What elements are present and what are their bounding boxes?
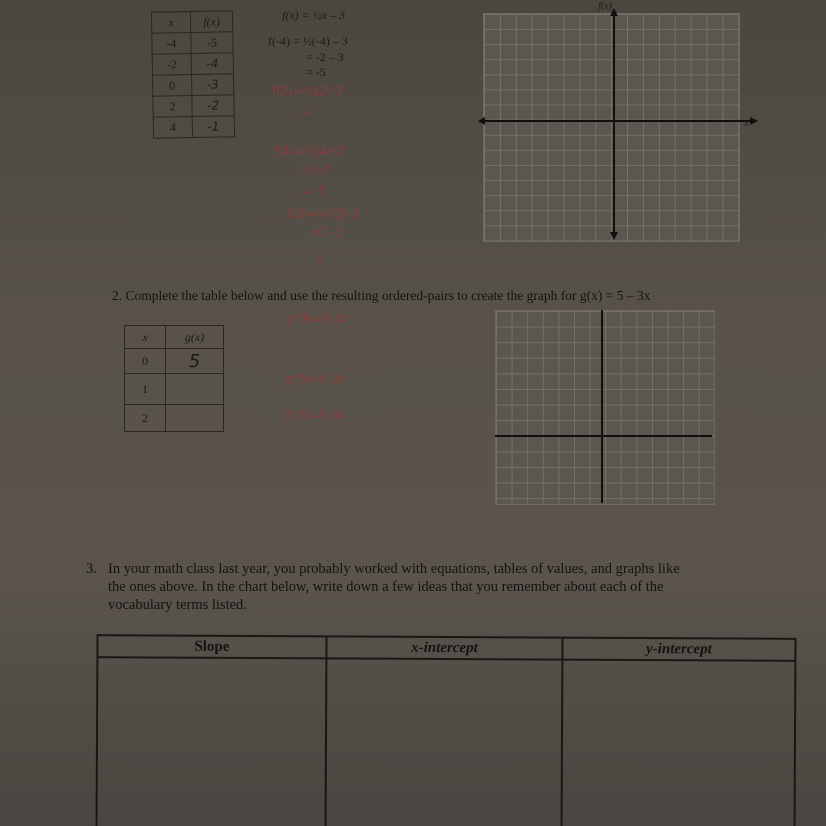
vocab-cell-x-intercept[interactable] xyxy=(325,658,562,826)
table-cell-gx[interactable] xyxy=(166,405,224,432)
p1-x-axis-label: x xyxy=(744,118,749,129)
p1-hand-work: f(4)=½(4)-3 xyxy=(272,144,344,158)
p1-eval-step: f(-4) = ½(-4) – 3 xyxy=(268,34,348,48)
table-row xyxy=(153,74,234,96)
p1-hand-work: = -1 xyxy=(300,184,326,198)
table-header-gx: g(x) xyxy=(166,326,224,349)
table-cell-fx[interactable]: -4 xyxy=(191,53,233,75)
table-cell-gx[interactable] xyxy=(166,374,224,405)
p1-eval-step: = -2 – 3 xyxy=(306,50,344,64)
table-row xyxy=(125,374,224,405)
table-cell-x: -4 xyxy=(152,33,191,55)
table-cell-x: 0 xyxy=(125,349,166,374)
table-cell-x: 1 xyxy=(125,374,166,405)
table-cell-fx[interactable]: -5 xyxy=(191,32,233,54)
p3-line: vocabulary terms listed. xyxy=(108,597,247,613)
table-cell-fx[interactable]: -3 xyxy=(192,74,234,96)
vocab-header-slope: Slope xyxy=(97,635,326,658)
vocab-cell-y-intercept[interactable] xyxy=(561,660,795,826)
p2-value-table xyxy=(124,325,224,432)
table-cell-x: 2 xyxy=(125,405,166,432)
table-header-x: x xyxy=(125,326,166,349)
x-axis-arrow-icon xyxy=(478,117,485,125)
p1-axes xyxy=(470,0,770,250)
vocab-answer-row xyxy=(96,657,795,826)
vocab-cell-slope[interactable] xyxy=(96,657,326,826)
table-header-row xyxy=(151,11,232,33)
vocab-chart xyxy=(95,634,796,826)
p2-hand-work: g(0)=5-3x xyxy=(286,312,348,326)
x-axis-arrow-icon xyxy=(750,117,758,125)
table-cell-x: 0 xyxy=(153,75,192,97)
p1-y-axis-label: f(x) xyxy=(598,1,612,12)
p1-hand-work: = xyxy=(300,106,311,120)
table-cell-fx[interactable]: -1 xyxy=(192,116,234,138)
p1-eval-step: = -5 xyxy=(306,65,326,79)
p1-value-table xyxy=(151,10,235,138)
p2-hand-work: g(2)=5-3x xyxy=(284,408,346,422)
p1-hand-work: =2-3 xyxy=(300,162,330,176)
table-cell-gx[interactable]: 5 xyxy=(166,349,224,374)
p2-prompt-text: Complete the table below and use the resulting ordered-pairs to create the graph for g(x) = 5 – 3x xyxy=(125,288,651,303)
table-row xyxy=(153,116,234,138)
y-axis-arrow-icon xyxy=(610,232,618,240)
vocab-header-x-intercept: x-intercept xyxy=(326,636,562,659)
vocab-header-y-intercept: y-intercept xyxy=(562,638,795,661)
p3-line: the ones above. In the chart below, write down a few ideas that you remember about each of the xyxy=(108,579,664,595)
table-header-fx: f(x) xyxy=(190,11,232,33)
p1-function-def: f(x) = ½x – 3 xyxy=(282,8,346,22)
table-row xyxy=(152,53,233,75)
table-row xyxy=(125,405,224,432)
table-row xyxy=(152,32,233,54)
table-header-row xyxy=(125,326,224,349)
table-cell-fx[interactable]: -2 xyxy=(192,95,234,117)
p3-number: 3. xyxy=(86,561,97,577)
p2-axes xyxy=(490,305,720,510)
p2-hand-work: g(1)=5-3x xyxy=(284,372,346,386)
table-header-x: x xyxy=(151,12,190,34)
table-cell-x: -2 xyxy=(152,54,191,76)
table-cell-x: 4 xyxy=(153,117,192,139)
table-row xyxy=(125,349,224,374)
p1-hand-work: =1 -3 xyxy=(310,225,344,239)
p3-line: In your math class last year, you probably worked with equations, tables of values, and graphs like xyxy=(108,561,680,577)
table-cell-x: 2 xyxy=(153,96,192,118)
p2-prompt xyxy=(112,287,650,304)
p1-hand-work: f(2)=½(2)-3 xyxy=(287,207,359,221)
table-row xyxy=(153,95,234,117)
p2-number: 2. xyxy=(112,288,123,303)
p1-hand-work: f(2)=½(2)-3 xyxy=(272,84,344,98)
p1-hand-work: = xyxy=(314,252,325,266)
